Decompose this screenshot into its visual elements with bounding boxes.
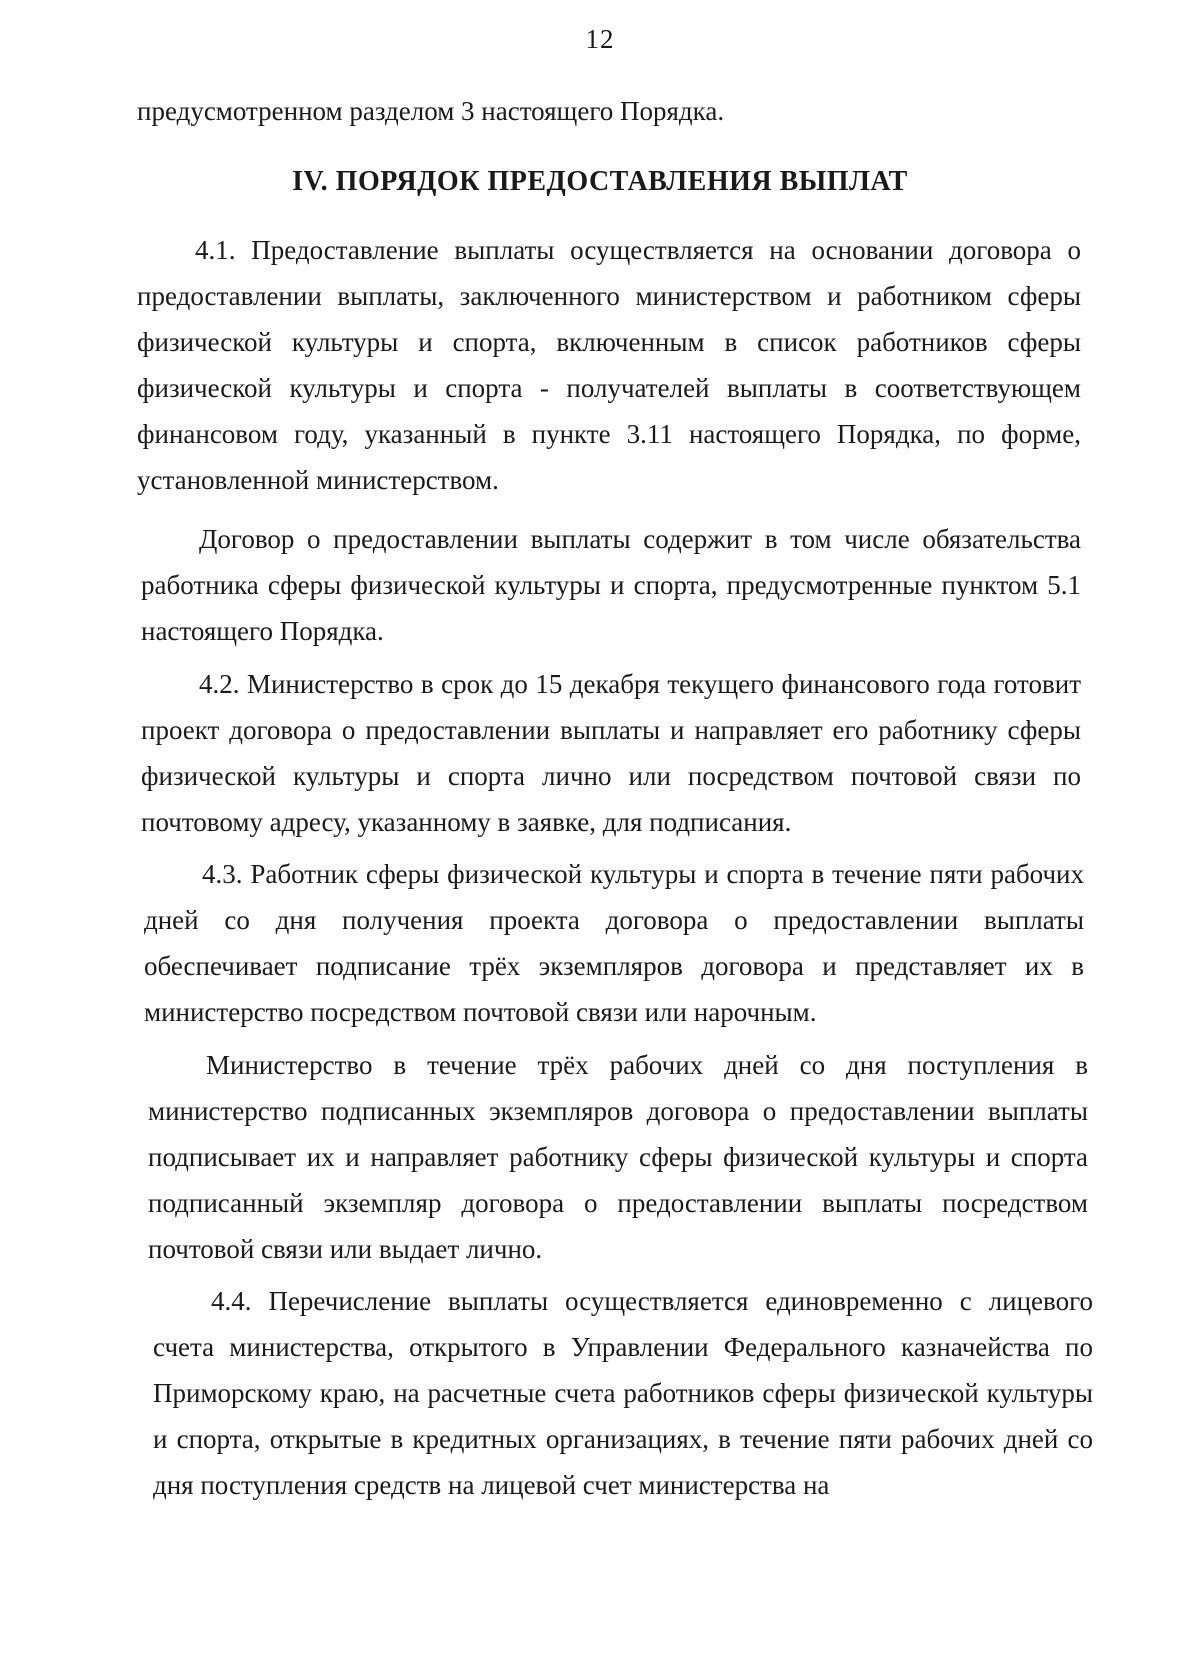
paragraph-4-4: 4.4. Перечисление выплаты осуществляется единовременно с лицевого счета министерства, открытого в Управлении Федерального казначейства по Приморскому краю, на расчетные счета работников сферы физической культуры и спорта, открытые в кредитных организациях, в течение пяти рабочих дней со дня поступления средств на лицевой счет министерства на <box>153 1286 1093 1500</box>
paragraph-contract-obligations: Договор о предоставлении выплаты содержит в том числе обязательства работника сферы физической культуры и спорта, предусмотренные пунктом 5.1 настоящего Порядка. <box>141 524 1081 646</box>
continued-text: предусмотренном разделом 3 настоящего Порядка. <box>137 96 725 126</box>
paragraph-4-1: 4.1. Предоставление выплаты осуществляется на основании договора о предоставлении выплаты, заключенного министерством и работником сферы физической культуры и спорта, включенным в список работников сферы физической культуры и спорта - получателей выплаты в соответствующем финансовом году, указанный в пункте 3.11 настоящего Порядка, по форме, установленной министерством. <box>137 235 1081 495</box>
section-title: IV. ПОРЯДОК ПРЕДОСТАВЛЕНИЯ ВЫПЛАТ <box>292 166 908 197</box>
paragraph-ministry-signing: Министерство в течение трёх рабочих дней со дня поступления в министерство подписанных экземпляров договора о предоставлении выплаты подписывает их и направляет работнику сферы физической культуры и спорта подписанный экземпляр договора о предоставлении выплаты посредством почтовой связи или выдает лично. <box>148 1050 1088 1264</box>
page-number: 12 <box>585 24 615 54</box>
paragraph-4-2: 4.2. Министерство в срок до 15 декабря текущего финансового года готовит проект договора о предоставлении выплаты и направляет его работнику сферы физической культуры и спорта лично или посредством почтовой связи по почтовому адресу, указанному в заявке, для подписания. <box>141 669 1081 837</box>
paragraph-4-3: 4.3. Работник сферы физической культуры и спорта в течение пяти рабочих дней со дня получения проекта договора о предоставлении выплаты обеспечивает подписание трёх экземпляров договора и представляет их в министерство посредством почтовой связи или нарочным. <box>144 859 1084 1027</box>
